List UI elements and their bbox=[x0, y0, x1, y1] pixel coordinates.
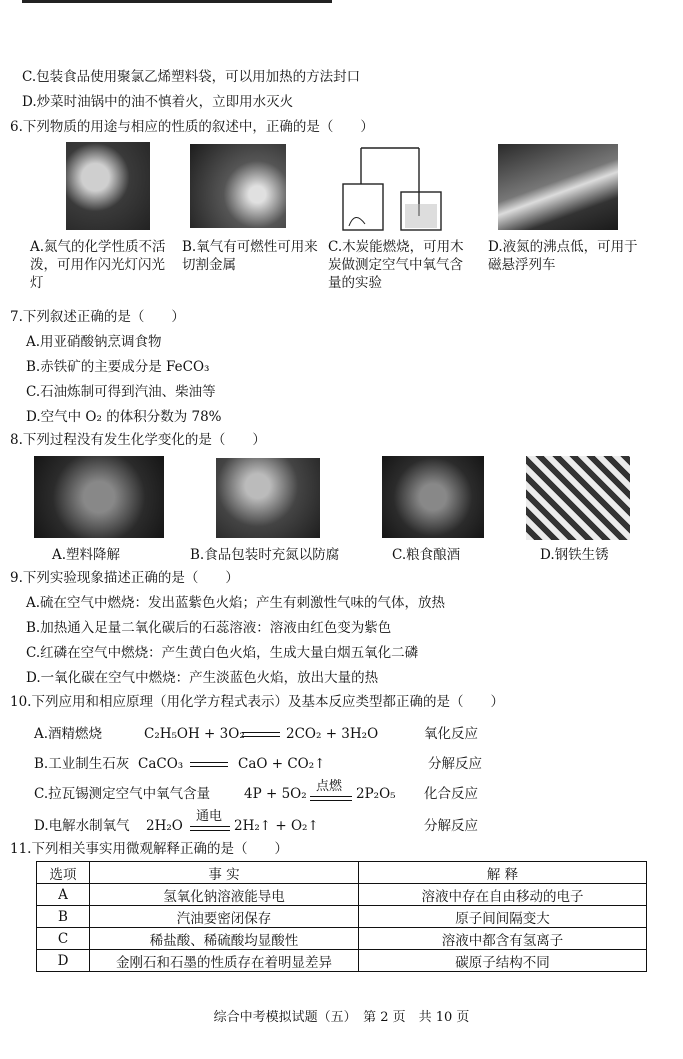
q6-apparatus-diagram bbox=[335, 140, 445, 234]
q8-photo-c bbox=[382, 456, 484, 538]
q6-stem: 6.下列物质的用途与相应的性质的叙述中，正确的是（ ） bbox=[10, 119, 374, 135]
q10-row-c-condition: 点燃 bbox=[316, 779, 343, 794]
q10-row-c-type: 化合反应 bbox=[424, 786, 478, 802]
q8-option-a: A.塑料降解 bbox=[52, 547, 121, 563]
cell-fact: 金刚石和石墨的性质存在着明显差异 bbox=[90, 950, 359, 972]
q11-stem: 11.下列相关事实用微观解释正确的是（ ） bbox=[10, 841, 288, 857]
cell-option: D bbox=[37, 950, 90, 972]
q9-stem: 9.下列实验现象描述正确的是（ ） bbox=[10, 570, 239, 586]
table-header-row bbox=[37, 862, 647, 884]
page-footer: 综合中考模拟试题（五） 第 2 页 共 10 页 bbox=[213, 1010, 470, 1025]
cell-option: C bbox=[37, 928, 90, 950]
q10-row-c-right: 2P₂O₅ bbox=[356, 786, 396, 802]
q11-table bbox=[36, 861, 647, 972]
q8-option-d: D.钢铁生锈 bbox=[540, 547, 609, 563]
q7-option-d: D.空气中 O₂ 的体积分数为 78% bbox=[26, 409, 222, 425]
q6-photo-b bbox=[190, 144, 286, 228]
q9-option-c: C.红磷在空气中燃烧：产生黄白色火焰，生成大量白烟五氧化二磷 bbox=[26, 645, 419, 661]
cell-fact: 氢氧化钠溶液能导电 bbox=[90, 884, 359, 906]
q6-photo-d bbox=[498, 144, 618, 230]
q10-row-b-right: CaO + CO₂↑ bbox=[238, 756, 326, 772]
q5-option-d: D.炒菜时油锅中的油不慎着火，立即用水灭火 bbox=[22, 94, 294, 110]
cell-explanation: 原子间间隔变大 bbox=[359, 906, 647, 928]
q10-row-c-equals bbox=[310, 796, 352, 801]
q10-stem: 10.下列应用和相应原理（用化学方程式表示）及基本反应类型都正确的是（ ） bbox=[10, 694, 504, 710]
cell-option: B bbox=[37, 906, 90, 928]
q10-row-c-left: 4P + 5O₂ bbox=[244, 786, 307, 802]
q6-option-c: C.木炭能燃烧，可用木炭做测定空气中氧气含量的实验 bbox=[328, 239, 464, 291]
q9-option-d: D.一氧化碳在空气中燃烧：产生淡蓝色火焰，放出大量的热 bbox=[26, 670, 379, 686]
cell-explanation: 溶液中都含有氢离子 bbox=[359, 928, 647, 950]
q10-row-d-left: 2H₂O bbox=[146, 818, 183, 834]
q6-option-a: A.氮气的化学性质不活泼，可用作闪光灯闪光灯 bbox=[30, 239, 166, 291]
cell-fact: 稀盐酸、稀硫酸均显酸性 bbox=[90, 928, 359, 950]
q10-row-d-name: D.电解水制氧气 bbox=[34, 818, 130, 834]
table-row bbox=[37, 906, 647, 928]
q8-photo-a bbox=[34, 456, 164, 538]
q10-row-b-name: B.工业制生石灰 bbox=[34, 756, 130, 772]
q7-option-a: A.用亚硝酸钠烹调食物 bbox=[26, 334, 162, 350]
q7-option-b: B.赤铁矿的主要成分是 FeCO₃ bbox=[26, 359, 210, 375]
q5-option-c: C.包装食品使用聚氯乙烯塑料袋，可以用加热的方法封口 bbox=[22, 69, 361, 85]
top-rule bbox=[22, 0, 332, 3]
q10-row-d-condition: 通电 bbox=[196, 809, 223, 824]
table-row bbox=[37, 928, 647, 950]
q10-row-d-type: 分解反应 bbox=[424, 818, 478, 834]
cell-option: A bbox=[37, 884, 90, 906]
q6-option-d: D.液氮的沸点低，可用于磁悬浮列车 bbox=[488, 239, 638, 273]
q10-row-a-left: C₂H₅OH + 3O₂ bbox=[144, 726, 245, 742]
header-explanation: 解 释 bbox=[359, 862, 647, 884]
table-row bbox=[37, 884, 647, 906]
q10-row-c-name: C.拉瓦锡测定空气中氧气含量 bbox=[34, 786, 211, 802]
q8-photo-d bbox=[526, 456, 630, 540]
q10-row-a-right: 2CO₂ + 3H₂O bbox=[286, 726, 379, 742]
q6-photo-a bbox=[66, 142, 150, 230]
q9-option-b: B.加热通入足量二氧化碳后的石蕊溶液：溶液由红色变为紫色 bbox=[26, 620, 392, 636]
q6-option-b: B.氧气有可燃性可用来切割金属 bbox=[182, 239, 318, 273]
cell-explanation: 碳原子结构不同 bbox=[359, 950, 647, 972]
cell-fact: 汽油要密闭保存 bbox=[90, 906, 359, 928]
q7-stem: 7.下列叙述正确的是（ ） bbox=[10, 309, 185, 325]
q10-row-b-left: CaCO₃ bbox=[138, 756, 184, 772]
q10-row-a-type: 氧化反应 bbox=[424, 726, 478, 742]
q10-row-a-name: A.酒精燃烧 bbox=[34, 726, 103, 742]
q7-option-c: C.石油炼制可得到汽油、柴油等 bbox=[26, 384, 216, 400]
q10-row-a-equals bbox=[242, 732, 280, 737]
cell-explanation: 溶液中存在自由移动的电子 bbox=[359, 884, 647, 906]
q8-stem: 8.下列过程没有发生化学变化的是（ ） bbox=[10, 432, 266, 448]
q9-option-a: A.硫在空气中燃烧：发出蓝紫色火焰；产生有刺激性气味的气体，放热 bbox=[26, 595, 446, 611]
q10-row-b-type: 分解反应 bbox=[428, 756, 482, 772]
q8-option-b: B.食品包装时充氮以防腐 bbox=[190, 547, 340, 563]
q10-row-d-equals bbox=[190, 826, 230, 831]
table-row bbox=[37, 950, 647, 972]
header-option: 选项 bbox=[37, 862, 90, 884]
header-fact: 事 实 bbox=[90, 862, 359, 884]
q10-row-b-equals bbox=[190, 762, 228, 767]
q8-photo-b bbox=[216, 458, 320, 538]
q10-row-d-right: 2H₂↑ + O₂↑ bbox=[234, 818, 319, 834]
q8-option-c: C.粮食酿酒 bbox=[392, 547, 461, 563]
